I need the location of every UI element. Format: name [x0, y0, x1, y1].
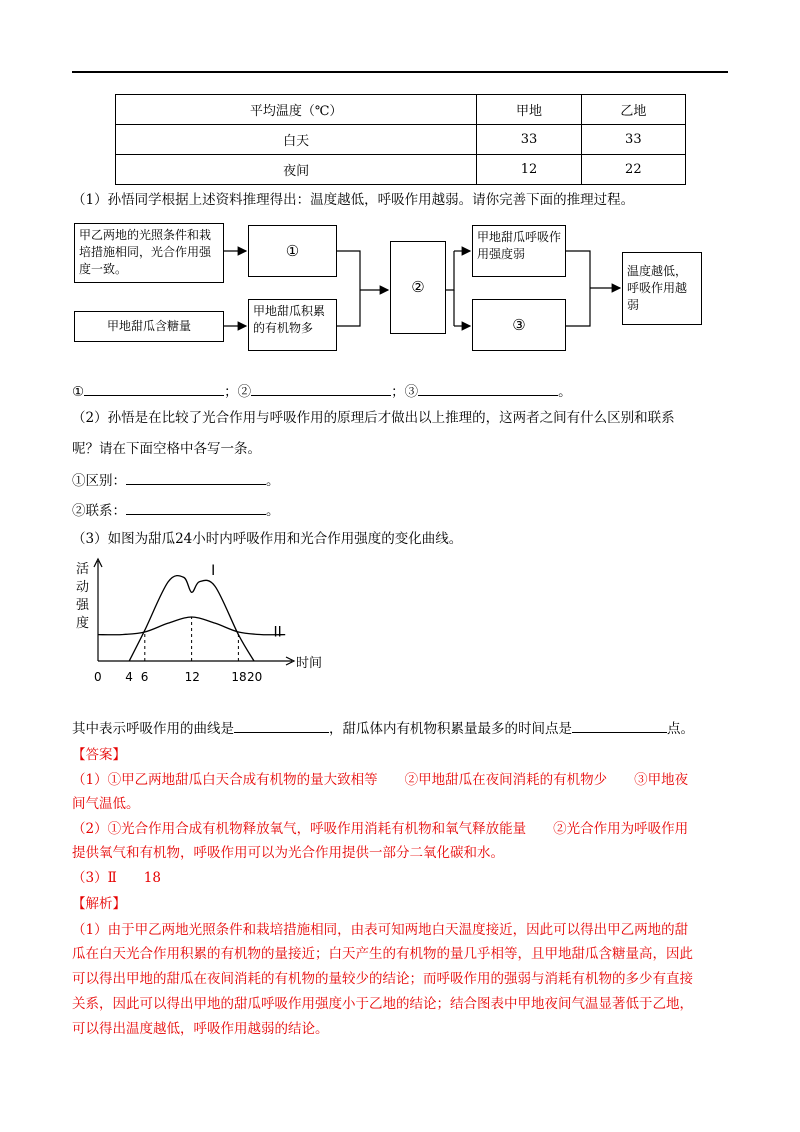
y-label-char: 度	[76, 616, 90, 631]
answer-line: （3）Ⅱ 18	[72, 870, 161, 886]
y-label-char: 动	[76, 580, 90, 595]
answer-line: （2）①光合作用合成有机物释放氧气，呼吸作用消耗有机物和氧气释放能量 ②光合作用为呼吸作用	[72, 821, 689, 837]
fill-label-1: ①	[72, 384, 85, 400]
analysis-line: 关系，因此可以得出甲地的甜瓜呼吸作用强度小于乙地的结论；结合图表中甲地夜间气温显著低于乙地，	[72, 996, 693, 1012]
table-cell: 夜间	[116, 155, 477, 185]
activity-chart	[70, 553, 340, 693]
q1-fill-line	[72, 381, 572, 402]
answer-line: 提供氧气和有机物，呼吸作用可以为光合作用提供一部分二氧化碳和水。	[72, 845, 504, 861]
y-label-char: 强	[76, 598, 90, 613]
q3-answer-line	[72, 718, 694, 739]
fill-blank-3[interactable]	[418, 381, 558, 396]
x-tick-label: 12	[184, 670, 200, 684]
analysis-line: 可以得出温度越低，呼吸作用越弱的结论。	[72, 1021, 329, 1037]
link-label: ②联系：	[72, 503, 126, 519]
table-cell: 12	[477, 155, 581, 185]
table-cell: 22	[581, 155, 685, 185]
answer-line: （1）①甲乙两地甜瓜白天合成有机物的量大致相等 ②甲地甜瓜在夜间消耗的有机物少 ③甲地夜	[72, 772, 689, 788]
flow-box-blank-3: ③	[472, 299, 566, 351]
x-tick-label: 0	[94, 670, 102, 684]
q3-answer-prefix: 其中表示呼吸作用的曲线是	[72, 721, 234, 737]
table-header-cell: 平均温度（℃）	[116, 95, 477, 125]
fill-label-3: ；③	[391, 384, 419, 400]
series-label-i: I	[211, 562, 216, 579]
analysis-title: 【解析】	[72, 896, 126, 912]
diff-blank[interactable]	[126, 470, 266, 485]
flow-box-blank-1: ①	[248, 225, 337, 277]
table-cell: 33	[477, 125, 581, 155]
q2-stem-line2: 呢？请在下面空格中各写一条。	[72, 441, 261, 457]
q2-stem-line1: （2）孙悟是在比较了光合作用与呼吸作用的原理后才做出以上推理的，这两者之间有什么区别和联系	[72, 410, 675, 426]
table-header-cell: 甲地	[477, 95, 581, 125]
y-label-char: 活	[76, 562, 90, 577]
q3-answer-mid: ，甜瓜体内有机物积累量最多的时间点是	[329, 721, 572, 737]
flow-box-sugar: 甲地甜瓜含糖量	[74, 311, 224, 342]
fill-blank-1[interactable]	[84, 381, 224, 396]
q3-answer-end: 点。	[667, 721, 694, 737]
table-header-cell: 乙地	[581, 95, 685, 125]
x-tick-label: 6	[140, 670, 149, 684]
answer-title: 【答案】	[72, 747, 126, 763]
link-end: 。	[266, 503, 280, 519]
fill-blank-2[interactable]	[251, 381, 391, 396]
table-cell: 33	[581, 125, 685, 155]
q2-diff-line	[72, 470, 280, 491]
flow-box-blank-2: ②	[390, 241, 446, 334]
analysis-line: 可以得出甲地的甜瓜在夜间消耗的有机物的量较少的结论；而呼吸作用的强弱与消耗有机物的多少有直接	[72, 971, 693, 987]
q1-stem: （1）孙悟同学根据上述资料推理得出：温度越低，呼吸作用越弱。请你完善下面的推理过程。	[72, 192, 635, 208]
flow-box-conditions: 甲乙两地的光照条件和栽培措施相同，光合作用强度一致。	[74, 223, 224, 283]
curve-ii	[98, 617, 285, 635]
q3-blank-time[interactable]	[572, 718, 667, 733]
series-label-ii: II	[273, 624, 282, 641]
x-axis-label: 时间	[296, 656, 323, 671]
link-blank[interactable]	[126, 500, 266, 515]
flow-box-accumulate: 甲地甜瓜积累的有机物多	[248, 299, 337, 351]
fill-end: 。	[558, 384, 572, 400]
diff-end: 。	[266, 473, 280, 489]
analysis-line: 瓜在白天光合作用积累的有机物的量接近；白天产生的有机物的量几乎相等，且甲地甜瓜含糖量高，因此	[72, 946, 693, 962]
q3-stem: （3）如图为甜瓜24小时内呼吸作用和光合作用强度的变化曲线。	[72, 531, 463, 547]
analysis-line: （1）由于甲乙两地光照条件和栽培措施相同，由表可知两地白天温度接近，因此可以得出甲乙两地的甜	[72, 922, 689, 938]
flow-box-conclusion: 温度越低，呼吸作用越弱	[622, 252, 702, 325]
q2-link-line	[72, 500, 280, 521]
diff-label: ①区别：	[72, 473, 126, 489]
flow-box-respiration-weak: 甲地甜瓜呼吸作用强度弱	[472, 225, 566, 277]
x-tick-label: 18	[231, 670, 247, 684]
table-cell: 白天	[116, 125, 477, 155]
q3-blank-curve[interactable]	[234, 718, 329, 733]
fill-label-2: ；②	[224, 384, 252, 400]
answer-line: 间气温低。	[72, 796, 140, 812]
x-tick-label: 4	[125, 670, 133, 684]
x-tick-label: 20	[247, 670, 263, 684]
